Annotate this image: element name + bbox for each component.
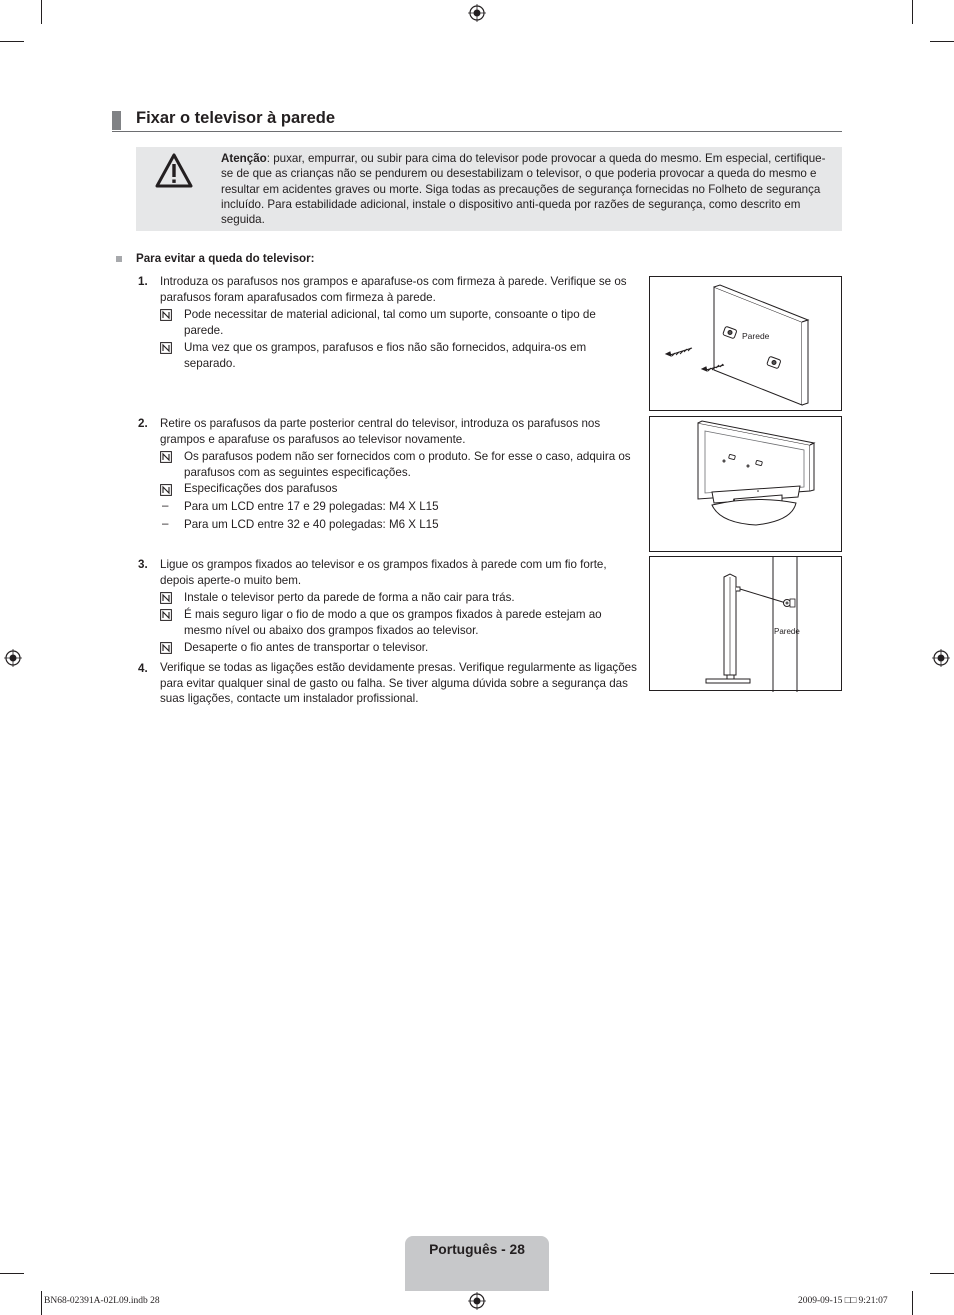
step-text: Introduza os parafusos nos grampos e aparafuse-os com firmeza à parede. Verifique se os parafusos foram aparafusados com firmeza à parede.	[160, 275, 627, 304]
registration-mark-icon	[932, 649, 950, 667]
step-number: 2.	[138, 417, 148, 430]
crop-mark	[41, 1291, 42, 1315]
wall-bracket-illustration	[650, 277, 843, 412]
note-text: Especificações dos parafusos	[184, 482, 338, 495]
crop-mark	[930, 1273, 954, 1274]
tv-back-illustration	[650, 417, 843, 553]
spec-item: Para um LCD entre 32 e 40 polegadas: M6 X L15	[184, 518, 439, 531]
crop-mark	[912, 0, 913, 24]
page-number-tab	[405, 1236, 549, 1291]
square-bullet	[116, 256, 122, 262]
section-title-bar	[112, 110, 842, 132]
note-icon	[160, 484, 172, 496]
side-wire-illustration	[650, 557, 843, 692]
note-text: Uma vez que os grampos, parafusos e fios não são fornecidos, adquira-os em separado.	[184, 341, 587, 370]
wall-label: Parede	[742, 331, 770, 341]
note-text: Instale o televisor perto da parede de forma a não cair para trás.	[184, 591, 515, 604]
figure-wall-brackets	[649, 276, 842, 411]
note-icon	[160, 592, 172, 604]
registration-mark-icon	[4, 649, 22, 667]
crop-mark	[41, 0, 42, 24]
crop-mark	[912, 1291, 913, 1315]
registration-mark-icon	[468, 4, 486, 22]
crop-mark	[0, 41, 24, 42]
wall-label: Parede	[774, 627, 800, 636]
warning-triangle-icon	[155, 153, 193, 189]
step-number: 3.	[138, 558, 148, 571]
warning-text	[221, 151, 827, 227]
note-icon	[160, 642, 172, 654]
figure-tv-back	[649, 416, 842, 552]
print-file-info: BN68-02391A-02L09.indb 28	[44, 1296, 160, 1306]
registration-mark-icon	[468, 1292, 486, 1310]
step-text: Ligue os grampos fixados ao televisor e os grampos fixados à parede com um fio forte, depois aperte-o muito bem.	[160, 558, 607, 587]
step-text: Verifique se todas as ligações estão devidamente presas. Verifique regularmente as ligações para evitar qualquer sinal de gasto ou falha. Se tiver alguma dúvida sobre a segurança das suas ligações, contacte um instalador profissional.	[160, 661, 637, 706]
step-number: 1.	[138, 275, 148, 288]
title-marker	[112, 111, 121, 130]
note-icon	[160, 309, 172, 321]
dash-bullet: –	[162, 499, 169, 512]
crop-mark	[930, 41, 954, 42]
warning-body: : puxar, empurrar, ou subir para cima do televisor pode provocar a queda do mesmo. Em especial, certifique-se de que as crianças não se pendurem ou desestabilizam o televisor, o que poderia provocar a queda do mesmo e resultar em acidentes graves ou morte. Siga todas as precauções de segurança fornecidas no Folheto de segurança incluído. Para estabilidade adicional, instale o dispositivo anti-queda por razões de segurança, como descrito em seguida.	[221, 152, 826, 227]
note-icon	[160, 451, 172, 463]
spec-item: Para um LCD entre 17 e 29 polegadas: M4 X L15	[184, 500, 439, 513]
note-text: Pode necessitar de material adicional, tal como um suporte, consoante o tipo de parede.	[184, 308, 596, 337]
note-text: Os parafusos podem não ser fornecidos com o produto. Se for esse o caso, adquira os parafusos com as seguintes especificações.	[184, 450, 631, 479]
section-heading: Para evitar a queda do televisor:	[136, 252, 315, 265]
step-number: 4.	[138, 662, 148, 675]
note-text: Desaperte o fio antes de transportar o televisor.	[184, 641, 429, 654]
warning-label: Atenção	[221, 152, 267, 165]
crop-mark	[0, 1273, 24, 1274]
figure-side-wire	[649, 556, 842, 691]
dash-bullet: –	[162, 517, 169, 530]
warning-box	[136, 147, 842, 231]
print-timestamp: 2009-09-15 □□ 9:21:07	[798, 1296, 888, 1306]
note-icon	[160, 609, 172, 621]
step-text: Retire os parafusos da parte posterior central do televisor, introduza os parafusos nos grampos e aparafuse os parafusos ao televisor novamente.	[160, 417, 601, 446]
page-title: Fixar o televisor à parede	[136, 109, 336, 127]
page-number: Português - 28	[429, 1242, 525, 1257]
note-icon	[160, 342, 172, 354]
note-text: É mais seguro ligar o fio de modo a que os grampos fixados à parede estejam ao mesmo nível ou abaixo dos grampos fixados ao televisor.	[184, 608, 602, 637]
